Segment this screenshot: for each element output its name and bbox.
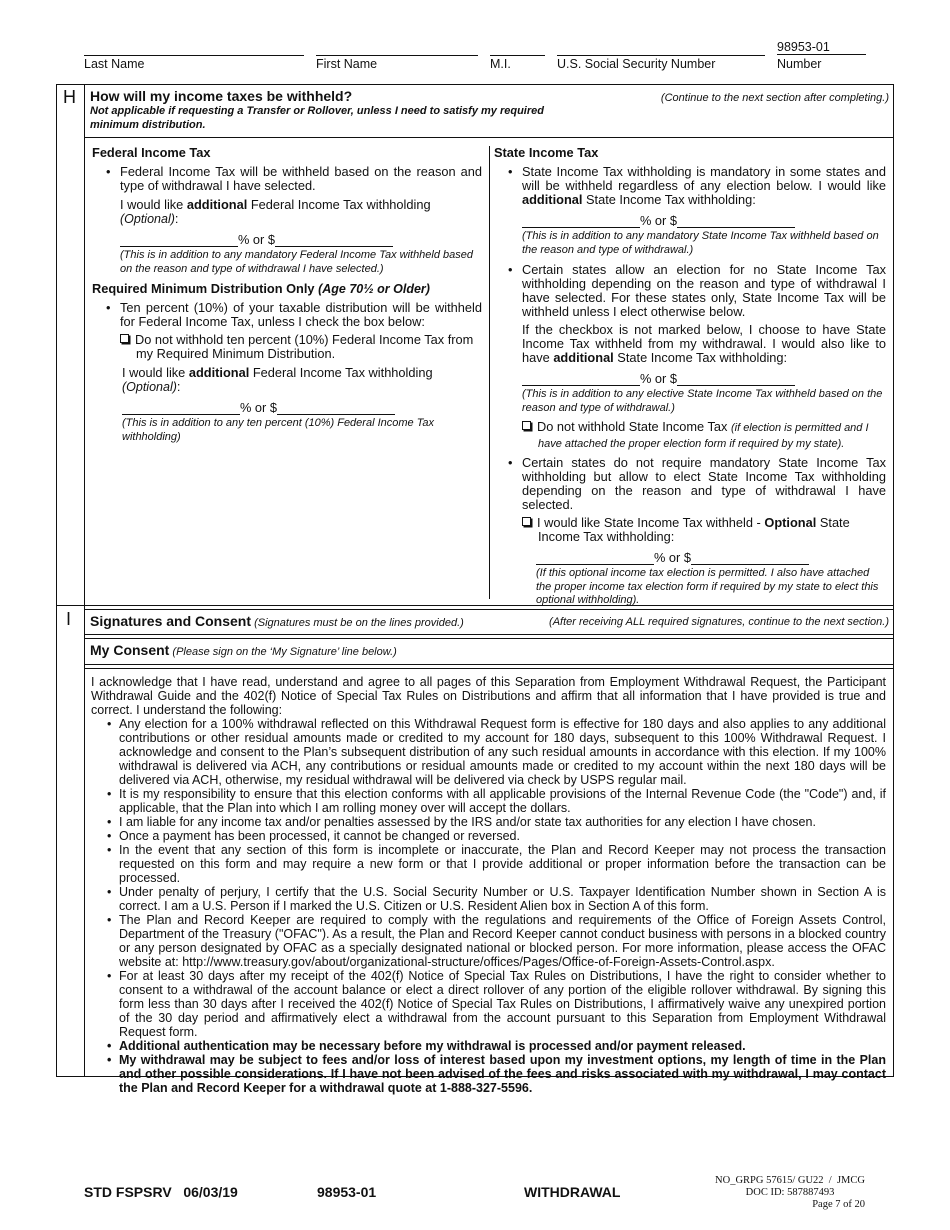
state-no-withhold-option[interactable]: Do not withhold State Income Tax (if election is permitted and I have attached the proper election form if required by my state). xyxy=(522,420,886,451)
left-border xyxy=(56,84,57,1077)
last-name-label: Last Name xyxy=(84,57,145,71)
federal-bullet-2: • Ten percent (10%) of your taxable distribution will be withheld for Federal Income Tax, unless I check the box below: xyxy=(106,301,482,329)
state-optional-dollar-field[interactable] xyxy=(691,552,809,565)
consent-intro: I acknowledge that I have read, understand and agree to all pages of this Separation from Employment Withdrawal Request, the Participant Withdrawal Guide and the 402(f) Notice of Special Tax Rules on Distributions and affirm that all information that I have provided is true and correct. I understand the following: xyxy=(91,675,886,717)
state-bullet-2: • Certain states allow an election for no State Income Tax withholding depending on the reason and type of withdrawal I have selected. For these states only, State Income Tax will be withheld unless I elect otherwise below. xyxy=(508,263,886,319)
section-h-note: Not applicable if requesting a Transfer or Rollover, unless I need to satisfy my required minimum distribution. xyxy=(90,105,544,131)
consent-item: • The Plan and Record Keeper are required to comply with the regulations and requirements of the Office of Foreign Assets Control, Department of the Treasury ("OFAC"). As a result, the Plan and Record Keeper cannot conduct business with persons in a blocked country or any person designated by OFAC as a specially designated national or blocked person. For more information, please access the OFAC website at: http://www.treasury.gov/about/organizational-structure/offices/Pages/Office-of-Foreign-Assets-Control.aspx. xyxy=(105,913,886,969)
federal-additional-entry: % or $ xyxy=(120,233,482,247)
federal-bullet-1: • Federal Income Tax will be withheld based on the reason and type of withdrawal I have selected. xyxy=(106,165,482,193)
consent-item: • In the event that any section of this form is incomplete or inaccurate, the Plan and Record Keeper may not process the transaction requested on this form and may require a new form or that I provide additional or proper information before the transaction can be processed. xyxy=(105,843,886,885)
section-h-title: How will my income taxes be withheld? xyxy=(90,88,353,104)
consent-item: • I am liable for any income tax and/or penalties assessed by the IRS and/or state tax authorities for any election I have chosen. xyxy=(105,815,886,829)
rmd-title: Required Minimum Distribution Only (Age 70½ or Older) xyxy=(92,281,430,296)
state-no-withhold-checkbox[interactable] xyxy=(522,421,531,430)
rmd-additional-line: I would like additional Federal Income Tax withholding (Optional): xyxy=(122,365,433,394)
footer-page: Page 7 of 20 xyxy=(812,1199,865,1210)
footer-code: NO_GRPG 57615/ GU22 / JMCG xyxy=(715,1175,865,1186)
state-bullet-3: • Certain states do not require mandatory State Income Tax withholding but allow to elect State Income Tax withholding depending on the reason and type of withdrawal I have selected. xyxy=(508,456,886,512)
state-elective-entry: % or $ xyxy=(522,372,886,386)
section-i-title: Signatures and Consent (Signatures must be on the lines provided.) xyxy=(90,613,464,629)
federal-pct-field[interactable] xyxy=(120,234,238,247)
federal-dollar-field[interactable] xyxy=(275,234,393,247)
last-name-line[interactable] xyxy=(84,55,304,56)
consent-item: • Any election for a 100% withdrawal reflected on this Withdrawal Request form is effective for 180 days and also applies to any additional contributions or other residual amounts made or credited to my account for 180 days, subsequent to this 100% Withdrawal Request. I acknowledge and consent to the Plan’s subsequent distribution of any such residual amounts in accordance with this election. If my 100% withdrawal is delivered via ACH, any contributions or residual amounts made or credited to my account within the next 180 days will be delivered via ACH, otherwise, my residual withdrawal will be delivered via check by USPS regular mail. xyxy=(105,717,886,787)
consent-item: • It is my responsibility to ensure that this election conforms with all applicable provisions of the Internal Revenue Code (the "Code") and, if applicable, that the Plan into which I am rolling money over will accept the dollars. xyxy=(105,787,886,815)
section-i-letter: I xyxy=(66,609,72,629)
footer-doc-id: DOC ID: 587887493 xyxy=(745,1187,835,1198)
ssn-line[interactable] xyxy=(557,55,765,56)
footer-codes xyxy=(690,1175,890,1211)
state-optional-checkbox[interactable] xyxy=(522,517,531,526)
footer-type: WITHDRAWAL xyxy=(524,1184,621,1200)
state-optional-pct-field[interactable] xyxy=(536,552,654,565)
state-additional-entry: % or $ xyxy=(522,214,886,228)
consent-bold-item: • My withdrawal may be subject to fees and/or loss of interest based upon my investment options, my length of time in the Plan and other possible considerations. If I have not been advised of the fees and risks associated with my withdrawal, I may contact the Plan and Record Keeper for a withdrawal quote at 1-888-327-5596. xyxy=(105,1053,886,1095)
state-note-2: (This is in addition to any elective State Income Tax withheld based on the reason and type of withdrawal.) xyxy=(522,388,883,414)
mi-label: M.I. xyxy=(490,57,511,71)
consent-item: • For at least 30 days after my receipt of the 402(f) Notice of Special Tax Rules on Distributions, I have the right to consider whether to consent to a withdrawal of the account balance or elect a direct rollover of any portion of the eligible rollover withdrawal. By signing this form less than 30 days after I received the 402(f) Notice of Special Tax Rules on Distributions, I affirmatively waive any unexpired portion of the 30 day period and affirmatively elect a withdrawal from the account pursuant to this Separation from Employment Withdrawal Request form. xyxy=(105,969,886,1039)
rmd-dollar-field[interactable] xyxy=(277,402,395,415)
rmd-pct-field[interactable] xyxy=(122,402,240,415)
ssn-label: U.S. Social Security Number xyxy=(557,57,716,71)
consent-item: • Under penalty of perjury, I certify that the U.S. Social Security Number or U.S. Taxpayer Identification Number shown in Section A is correct. I am a U.S. Person if I marked the U.S. Citizen or U.S. Resident Alien box in Section A of this form. xyxy=(105,885,886,913)
consent-bold-item: • Additional authentication may be necessary before my withdrawal is processed and/or payment released. xyxy=(105,1039,886,1053)
state-elective-dollar-field[interactable] xyxy=(677,373,795,386)
state-dollar-field[interactable] xyxy=(677,215,795,228)
state-bullet-1: • State Income Tax withholding is mandatory in some states and will be withheld regardless of any election below. I would like additional State Income Tax withholding: xyxy=(508,165,886,207)
rmd-no-withhold-option[interactable]: Do not withhold ten percent (10%) Federal Income Tax from my Required Minimum Distribution. xyxy=(120,333,482,361)
state-column xyxy=(494,146,886,608)
federal-additional-line: I would like additional Federal Income Tax withholding (Optional): xyxy=(120,197,431,226)
consent-title: My Consent (Please sign on the ‘My Signature’ line below.) xyxy=(90,642,397,658)
first-name-label: First Name xyxy=(316,57,378,71)
first-name-line[interactable] xyxy=(316,55,478,56)
state-elective-pct-field[interactable] xyxy=(522,373,640,386)
rmd-no-withhold-checkbox[interactable] xyxy=(120,334,129,343)
federal-note-1: (This is in addition to any mandatory Federal Income Tax withheld based on the reason and type of withdrawal I have selected.) xyxy=(120,249,474,275)
rmd-additional-entry: % or $ xyxy=(122,401,482,415)
state-pct-field[interactable] xyxy=(522,215,640,228)
section-h-continue: (Continue to the next section after completing.) xyxy=(660,92,889,104)
number-label: Number xyxy=(777,57,822,71)
federal-column xyxy=(92,146,482,444)
state-para-2: If the checkbox is not marked below, I choose to have State Income Tax withheld from my withdrawal. I would also like to have additional State Income Tax withholding: xyxy=(522,322,886,365)
state-note-3: (If this optional income tax election is permitted. I also have attached the proper income tax election form if required by my state to elect this optional withholding). xyxy=(536,567,879,606)
state-note-1: (This is in addition to any mandatory State Income Tax withheld based on the reason and type of withdrawal.) xyxy=(522,230,879,256)
state-title: State Income Tax xyxy=(494,145,599,160)
consent-body xyxy=(91,675,886,1095)
state-optional-entry: % or $ xyxy=(536,551,886,565)
footer-std: STD FSPSRV 06/03/19 xyxy=(84,1184,238,1200)
form-number-value: 98953-01 xyxy=(777,40,866,55)
consent-item: • Once a payment has been processed, it cannot be changed or reversed. xyxy=(105,829,886,843)
section-i-continue: (After receiving ALL required signatures, continue to the next section.) xyxy=(549,616,889,628)
footer-form: 98953-01 xyxy=(317,1184,377,1200)
state-optional-option[interactable]: I would like State Income Tax withheld - Optional State Income Tax withholding: xyxy=(522,516,886,544)
federal-title: Federal Income Tax xyxy=(92,145,211,160)
federal-note-2: (This is in addition to any ten percent (10%) Federal Income Tax withholding) xyxy=(122,417,435,443)
section-h-letter: H xyxy=(63,87,76,107)
mi-line[interactable] xyxy=(490,55,545,56)
